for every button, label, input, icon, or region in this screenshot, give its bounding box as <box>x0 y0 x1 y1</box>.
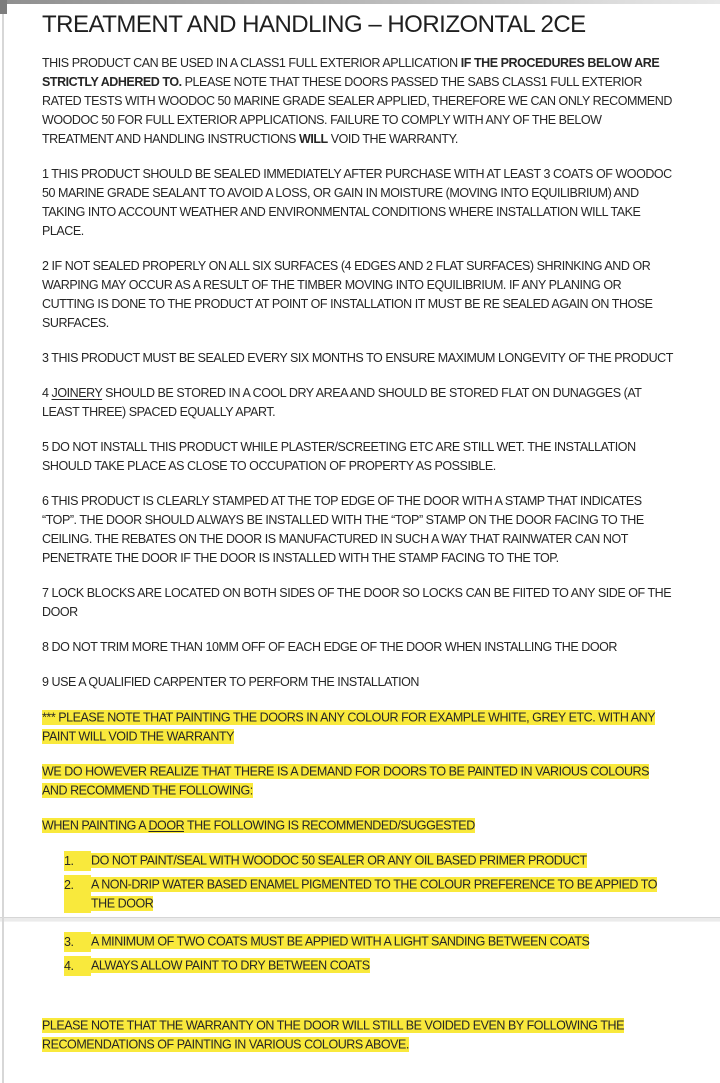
instruction-1 <box>42 165 674 241</box>
text-segment: A NON-DRIP WATER BASED ENAMEL PIGMENTED TO THE COLOUR PREFERENCE TO BE APPIED TO THE DOOR <box>91 877 657 910</box>
painting-recommendation-heading <box>42 816 674 835</box>
text-segment: *** PLEASE NOTE THAT PAINTING THE DOORS IN ANY COLOUR FOR EXAMPLE WHITE, GREY ETC. WITH ANY PAINT WILL VOID THE WARRANTY <box>42 710 656 743</box>
list-item-text <box>91 932 674 952</box>
text-segment: THE FOLLOWING IS RECOMMENDED/SUGGESTED <box>184 818 475 832</box>
paint-step-2 <box>64 875 674 913</box>
page-edge-shadow-top <box>0 0 720 4</box>
text-segment: 7 LOCK BLOCKS ARE LOCATED ON BOTH SIDES OF THE DOOR SO LOCKS CAN BE FIITED TO ANY SIDE OF THE DOOR <box>42 586 672 619</box>
text-segment: WHEN PAINTING A <box>42 818 149 832</box>
text-segment: 2 IF NOT SEALED PROPERLY ON ALL SIX SURFACES (4 EDGES AND 2 FLAT SURFACES) SHRINKING AND OR WARPING MAY OCCUR AS A RESULT OF THE TIMBER MOVING INTO EQUILIBRIUM. IF ANY PLANING OR CUTTING IS DONE TO THE PRODUCT AT POINT OF INSTALLATION IT MUST BE RE SEALED AGAIN ON THOSE SURFACES. <box>42 259 653 330</box>
instruction-4 <box>42 384 674 422</box>
page-break <box>0 917 720 922</box>
text-segment: 4 <box>42 386 52 400</box>
page-title: TREATMENT AND HANDLING – HORIZONTAL 2CE <box>42 11 586 38</box>
paint-step-3 <box>64 932 674 952</box>
text-segment: 8 DO NOT TRIM MORE THAN 10MM OFF OF EACH EDGE OF THE DOOR WHEN INSTALLING THE DOOR <box>42 640 617 654</box>
paint-step-4 <box>64 956 674 976</box>
text-segment: DO NOT PAINT/SEAL WITH WOODOC 50 SEALER OR ANY OIL BASED PRIMER PRODUCT <box>91 853 587 867</box>
page-edge-shadow-corner <box>0 0 7 14</box>
text-segment: SHOULD BE STORED IN A COOL DRY AREA AND SHOULD BE STORED FLAT ON DUNAGGES (AT LEAST THREE) SPACED EQUALLY APART. <box>42 386 642 419</box>
instruction-7 <box>42 584 674 622</box>
list-number: 2. <box>64 875 91 913</box>
page-edge-shadow-left <box>2 4 4 1083</box>
document-body <box>42 54 674 1054</box>
final-warning <box>42 1016 674 1054</box>
list-item-text <box>91 956 674 976</box>
instruction-8 <box>42 638 674 657</box>
text-segment: DOOR <box>148 818 185 832</box>
intro-paragraph <box>42 54 674 149</box>
text-segment: WE DO HOWEVER REALIZE THAT THERE IS A DEMAND FOR DOORS TO BE PAINTED IN VARIOUS COLOURS AND RECOMMEND THE FOLLOWING: <box>42 764 650 797</box>
text-segment: 1 THIS PRODUCT SHOULD BE SEALED IMMEDIATELY AFTER PURCHASE WITH AT LEAST 3 COATS OF WOODOC 50 MARINE GRADE SEALANT TO AVOID A LOSS, OR GAIN IN MOISTURE (MOVING INTO EQUILIBRIUM) AND TAKING INTO ACCOUNT WEATHER AND ENVIRONMENTAL CONDITIONS WHERE INSTALLATION WILL TAKE PLACE. <box>42 167 672 238</box>
list-item-text <box>91 851 674 871</box>
text-segment: 3 THIS PRODUCT MUST BE SEALED EVERY SIX MONTHS TO ENSURE MAXIMUM LONGEVITY OF THE PRODUCT <box>42 351 673 365</box>
instruction-2 <box>42 257 674 333</box>
list-item-text <box>91 875 674 913</box>
list-number: 4. <box>64 956 91 976</box>
painting-demand-note <box>42 762 674 800</box>
text-segment: JOINERY <box>51 386 103 400</box>
paint-step-1 <box>64 851 674 871</box>
text-segment: A MINIMUM OF TWO COATS MUST BE APPIED WITH A LIGHT SANDING BETWEEN COATS <box>91 934 590 948</box>
text-segment: PLEASE NOTE THAT THE WARRANTY ON THE DOOR WILL STILL BE VOIDED EVEN BY FOLLOWING THE RECOMENDATIONS OF PAINTING IN VARIOUS COLOURS ABOVE. <box>42 1018 625 1051</box>
text-segment: 5 DO NOT INSTALL THIS PRODUCT WHILE PLASTER/SCREETING ETC ARE STILL WET. THE INSTALLATION SHOULD TAKE PLACE AS CLOSE TO OCCUPATION OF PROPERTY AS POSSIBLE. <box>42 440 636 473</box>
instruction-5 <box>42 438 674 476</box>
text-segment: WILL <box>298 132 328 146</box>
instruction-3 <box>42 349 674 368</box>
instruction-6 <box>42 492 674 568</box>
text-segment: PLEASE NOTE THAT THESE DOORS PASSED THE SABS CLASS1 FULL EXTERIOR RATED TESTS WITH WOODOC 50 MARINE GRADE SEALER APPLIED, THEREFORE WE CAN ONLY RECOMMEND WOODOC 50 FOR FULL EXTERIOR APPLICATIONS. FAILURE TO COMPLY WITH ANY OF THE BELOW TREATMENT AND HANDLING INSTRUCTIONS <box>42 75 672 146</box>
text-segment: 9 USE A QUALIFIED CARPENTER TO PERFORM THE INSTALLATION <box>42 675 419 689</box>
text-segment: THIS PRODUCT CAN BE USED IN A CLASS1 FULL EXTERIOR APLLICATION <box>42 56 461 70</box>
list-number: 1. <box>64 851 91 871</box>
list-number: 3. <box>64 932 91 952</box>
text-segment: 6 THIS PRODUCT IS CLEARLY STAMPED AT THE TOP EDGE OF THE DOOR WITH A STAMP THAT INDICATES “TOP”. THE DOOR SHOULD ALWAYS BE INSTALLED WITH THE “TOP” STAMP ON THE DOOR FACING TO THE CEILING. THE REBATES ON THE DOOR IS MANUFACTURED IN SUCH A WAY THAT RAINWATER CAN NOT PENETRATE THE DOOR IF THE DOOR IS INSTALLED WITH THE STAMP FACING TO THE TOP. <box>42 494 644 565</box>
text-segment: IF THE PROCEDURES BELOW ARE STRICTLY ADHERED TO. <box>42 56 660 89</box>
text-segment: ALWAYS ALLOW PAINT TO DRY BETWEEN COATS <box>91 958 370 972</box>
painting-warning <box>42 708 674 746</box>
text-segment: VOID THE WARRANTY. <box>327 132 458 146</box>
instruction-9 <box>42 673 674 692</box>
